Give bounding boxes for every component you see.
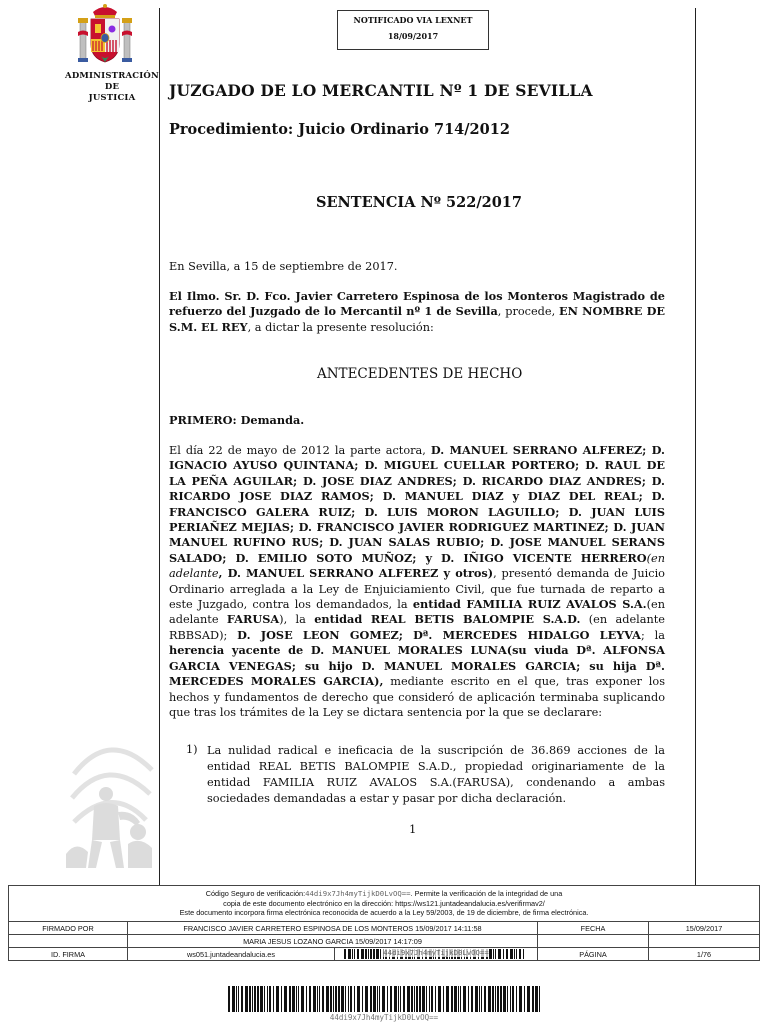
- primero-heading: PRIMERO: Demanda.: [169, 413, 305, 427]
- magistrate-formula: EN NOMBRE DE S.M. EL REY: [169, 304, 665, 334]
- barcode-bar: [362, 986, 363, 1012]
- junta-andalucia-watermark-icon: [62, 736, 158, 872]
- barcode-bar: [414, 986, 415, 1012]
- left-margin-line: [159, 8, 160, 886]
- page-number: 1: [409, 822, 417, 836]
- claim-text-4: (en adelante RBBSAD);: [169, 613, 665, 642]
- defendant-estate: herencia yacente de D. MANUEL MORALES LUNA(su viuda Dª. ALFONSA GARCIA VENEGAS; su hijo D. MANUEL MORALES GARCIA; su hija Dª. MERCEDES MORALES GARCIA),: [169, 643, 665, 689]
- idfirma-barcode-cell: [335, 948, 538, 961]
- defendants-persons: D. JOSE LEON GOMEZ; Dª. MERCEDES HIDALGO LEYVA: [237, 627, 641, 642]
- right-margin-line: [695, 8, 696, 886]
- csv-suffix: . Permite la verificación de la integridad de una: [410, 889, 563, 899]
- barcode-bar: [498, 949, 501, 959]
- barcode-bar: [373, 949, 375, 959]
- court-title: JUZGADO DE LO MERCANTIL Nº 1 DE SEVILLA: [169, 81, 593, 100]
- barcode-bar: [338, 986, 340, 1012]
- barcode-bar: [535, 986, 538, 1012]
- barcode-bar: [289, 986, 291, 1012]
- firmante-1: FRANCISCO JAVIER CARRETERO ESPINOSA DE LOS MONTEROS 15/09/2017 14:11:58: [128, 922, 538, 935]
- barcode-bar: [357, 986, 360, 1012]
- barcode-bar: [361, 949, 364, 959]
- barcode-bar: [488, 986, 491, 1012]
- csv-verify-line: copia de este documento electrónico en la dirección: https://ws121.juntadeandalucia.es/verifirmav2/: [223, 898, 545, 908]
- claim-intro: El día 22 de mayo de 2012 la parte actora,: [169, 444, 431, 457]
- barcode-bar: [376, 949, 379, 959]
- barcode-bar: [454, 986, 457, 1012]
- barcode-bar: [335, 986, 337, 1012]
- barcode-bar: [352, 949, 353, 959]
- barcode-bar: [411, 986, 413, 1012]
- barcode-bar: [481, 986, 482, 1012]
- signature-footer: [8, 885, 760, 961]
- barcode-bar: [497, 986, 499, 1012]
- claim-text-1: , presentó demanda de Juicio Ordinario arreglada a la Ley de Enjuiciamiento Civil, que fue turnada de reparto a este Juzgado, contra los demandados, la: [169, 567, 665, 612]
- barcode-bar: [317, 986, 318, 1012]
- admin-line3: JUSTICIA: [88, 93, 136, 103]
- barcode-bar: [539, 986, 540, 1012]
- barcode-bar: [519, 986, 522, 1012]
- barcode-bar: [365, 986, 368, 1012]
- barcode-bar: [451, 986, 453, 1012]
- pagina-label: PÁGINA: [538, 948, 649, 961]
- barcode-bar: [292, 986, 295, 1012]
- barcode-bar: [471, 986, 473, 1012]
- list-item-text: La nulidad radical e ineficacia de la suscripción de 36.869 acciones de la entidad REAL BETIS BALOMPIE S.A.D., propiedad originariamente de la entidad FAMILIA RUIZ AVALOS S.A.(FARUSA), condenando a ambas sociedades demandadas a estar y pasar por dicha declaración.: [207, 744, 665, 805]
- barcode-bar: [319, 986, 320, 1012]
- barcode-bar: [348, 949, 351, 959]
- procedure-title: Procedimiento: Juicio Ordinario 714/2012: [169, 121, 510, 138]
- barcode-bar: [373, 986, 376, 1012]
- stamp-line1: NOTIFICADO VIA LEXNET: [353, 15, 473, 25]
- barcode-bar: [514, 949, 515, 959]
- barcode-bar: [426, 986, 427, 1012]
- claim-paragraph: [169, 443, 665, 720]
- barcode-bar: [394, 986, 397, 1012]
- idfirma-label: ID. FIRMA: [9, 948, 128, 961]
- fecha-label: FECHA: [538, 922, 649, 935]
- barcode-bar: [326, 986, 329, 1012]
- idfirma-value: ws051.juntadeandalucia.es: [128, 948, 335, 961]
- magistrate-name: El Ilmo. Sr. D. Fco. Javier Carretero Espinosa de los Monteros Magistrado de refuerzo del Juzgado de lo Mercantil nº 1 de Sevilla: [169, 289, 665, 319]
- barcode-bar: [313, 986, 316, 1012]
- barcode-bar: [484, 986, 486, 1012]
- barcode-bar: [341, 986, 344, 1012]
- barcode-bar: [435, 986, 436, 1012]
- barcode-bar: [273, 986, 274, 1012]
- barcode-bar: [416, 986, 418, 1012]
- barcode-bar: [400, 986, 401, 1012]
- barcode-bar: [269, 986, 271, 1012]
- claim-text-6: mediante escrito en el que, tras exponer los hechos y fundamentos de derecho que consideró de aplicación terminaba suplicando que tras los trámites de la Ley se dictara sentencia por la que se declarare:: [169, 675, 665, 719]
- claimants-short: , D. MANUEL SERRANO ALFEREZ y otros): [218, 566, 494, 581]
- barcode-bar: [257, 986, 259, 1012]
- claim-aside: (en adelante: [169, 551, 665, 581]
- barcode-bar: [446, 986, 449, 1012]
- barcode-bar: [241, 986, 243, 1012]
- barcode-bar: [330, 986, 332, 1012]
- barcode-bar: [493, 949, 494, 959]
- barcode-bar: [306, 986, 307, 1012]
- barcode-bar: [524, 986, 525, 1012]
- barcode-bar: [443, 986, 444, 1012]
- barcode-bar: [281, 986, 282, 1012]
- barcode-bar: [380, 949, 381, 959]
- barcode-bar: [322, 986, 324, 1012]
- magistrate-paragraph: [169, 289, 665, 335]
- claim-text-5: ; la: [640, 628, 665, 642]
- barcode-bar: [333, 986, 334, 1012]
- farusa-abbrev: FARUSA: [226, 612, 280, 627]
- barcode-bar: [264, 986, 265, 1012]
- barcode-bar: [284, 986, 287, 1012]
- barcode-bar: [267, 986, 268, 1012]
- barcode-bar: [260, 986, 263, 1012]
- barcode-bar: [458, 986, 459, 1012]
- barcode-bar: [512, 986, 514, 1012]
- barcode-bar: [354, 949, 355, 959]
- barcode-bar: [500, 986, 502, 1012]
- barcode-bar: [419, 986, 421, 1012]
- empty-cell: [9, 935, 128, 948]
- barcode-bar: [438, 986, 441, 1012]
- claim-text-3: ), la: [279, 613, 315, 627]
- barcode-bar: [422, 986, 425, 1012]
- barcode-bar: [519, 949, 521, 959]
- barcode-bar: [357, 949, 359, 959]
- idfirma-code: 44di9x7Jh4myTijkD0LvOQ==: [383, 948, 489, 957]
- admin-line2: DE: [104, 82, 120, 92]
- barcode-bar: [460, 986, 461, 1012]
- barcode-bar: [348, 986, 349, 1012]
- barcode-bar: [301, 986, 304, 1012]
- sentence-title: SENTENCIA Nº 522/2017: [316, 194, 522, 211]
- barcode-bar: [252, 986, 253, 1012]
- barcode-bar: [344, 949, 346, 959]
- barcode-bar: [345, 986, 346, 1012]
- barcode-bar: [309, 986, 311, 1012]
- csv-law-line: Este documento incorpora firma electrónica reconocida de acuerdo a la Ley 59/2003, de 19 de diciembre, de firma electrónica.: [179, 908, 589, 918]
- barcode-bar: [296, 986, 297, 1012]
- barcode-bar: [368, 949, 369, 959]
- barcode-bar: [350, 986, 352, 1012]
- barcode-bar: [403, 986, 405, 1012]
- magistrate-mid: , procede,: [497, 305, 560, 319]
- barcode-bar: [245, 986, 248, 1012]
- barcode-bar: [232, 986, 235, 1012]
- barcode-bar: [468, 986, 469, 1012]
- barcode-bar: [407, 986, 410, 1012]
- barcode-text: 44di9x7Jh4myTijkD0LvOQ==: [329, 1013, 439, 1022]
- barcode-bar: [370, 949, 372, 959]
- csv-row: [9, 886, 760, 922]
- barcode-bar: [431, 986, 433, 1012]
- barcode-bar: [479, 986, 480, 1012]
- magistrate-end: , a dictar la presente resolución:: [247, 320, 434, 334]
- barcode-bar: [516, 986, 517, 1012]
- barcode-bar: [370, 986, 372, 1012]
- barcode-icon: [228, 986, 540, 1012]
- firmado-row-1: [9, 922, 760, 935]
- barcode-bar: [507, 986, 508, 1012]
- barcode-bar: [238, 986, 239, 1012]
- barcode-bar: [489, 949, 492, 959]
- firmante-2: MARIA JESUS LOZANO GARCIA 15/09/2017 14:17:09: [128, 935, 538, 948]
- claimants-list: D. MANUEL SERRANO ALFEREZ; D. IGNACIO AYUSO QUINTANA; D. MIGUEL CUELLAR PORTERO; D. RAUL DE LA PEÑA AGUILAR; D. JOSE DIAZ ANDRES; D. RICARDO DIAZ ANDRES; D. RICARDO JOSE DIAZ RAMOS; D. MANUEL DIAZ y DIAZ DEL REAL; D. FRANCISCO GALERA RUIZ; D. LUIS MORON LAGUILLO; D. JUAN LUIS PERIAÑEZ MEJIAS; D. FRANCISCO JAVIER RODRIGUEZ MARTINEZ; D. JUAN MANUEL RUFINO RUS; D. JUAN SALAS RUBIO; D. JOSE MANUEL SERANS SALADO; D. EMILIO SOTO MUÑOZ; y D. IÑIGO VICENTE HERRERO: [169, 443, 665, 565]
- barcode-bar: [510, 986, 511, 1012]
- list-item-number: 1): [186, 743, 198, 756]
- firmado-row-2: [9, 935, 760, 948]
- date-line: En Sevilla, a 15 de septiembre de 2017.: [169, 260, 398, 273]
- csv-cell: [9, 886, 760, 922]
- empty-cell: [538, 935, 649, 948]
- barcode-bar: [429, 986, 430, 1012]
- administration-label: [60, 71, 164, 104]
- coat-of-arms-icon: [78, 2, 132, 68]
- admin-line1: ADMINISTRACIÓN: [65, 71, 159, 81]
- barcode-bar: [495, 949, 496, 959]
- barcode-bar: [377, 986, 378, 1012]
- barcode-bar: [523, 949, 524, 959]
- barcode-bar: [354, 986, 355, 1012]
- stamp-date: 18/09/2017: [387, 31, 439, 41]
- barcode-bar: [503, 949, 504, 959]
- barcode-bar: [506, 949, 508, 959]
- section-title: ANTECEDENTES DE HECHO: [317, 366, 523, 382]
- pagina-value: 1/76: [649, 948, 760, 961]
- barcode-bar: [527, 986, 530, 1012]
- empty-cell: [649, 935, 760, 948]
- barcode-bar: [398, 986, 399, 1012]
- barcode-bar: [254, 986, 256, 1012]
- idfirma-row: [9, 948, 760, 961]
- barcode-bar: [379, 986, 380, 1012]
- signature-table: [8, 885, 760, 961]
- barcode-bar: [492, 986, 494, 1012]
- barcode-bar: [298, 986, 299, 1012]
- barcode-bar: [495, 986, 496, 1012]
- defendant-betis: entidad REAL BETIS BALOMPIE S.A.D.: [314, 612, 581, 627]
- barcode-bar: [382, 986, 385, 1012]
- barcode-bar: [463, 986, 466, 1012]
- csv-prefix: Código Seguro de verificación:: [205, 889, 306, 899]
- lexnet-stamp: [337, 10, 489, 50]
- barcode-bar: [276, 986, 279, 1012]
- barcode-bar: [532, 986, 534, 1012]
- barcode-bar: [236, 986, 237, 1012]
- barcode-bar: [365, 949, 367, 959]
- barcode-bar: [475, 986, 478, 1012]
- barcode-bar: [228, 986, 230, 1012]
- barcode-bar: [503, 986, 506, 1012]
- barcode-bar: [510, 949, 513, 959]
- defendant-farusa: entidad FAMILIA RUIZ AVALOS S.A.: [412, 597, 647, 612]
- fecha-value: 15/09/2017: [649, 922, 760, 935]
- barcode-bar: [249, 986, 251, 1012]
- barcode-bar: [390, 986, 392, 1012]
- barcode-bar: [516, 949, 517, 959]
- csv-code: 44di9x7Jh4myTijkD0LvOQ==: [305, 889, 411, 899]
- firmado-label: FIRMADO POR: [9, 922, 128, 935]
- barcode-bar: [387, 986, 388, 1012]
- claim-text-2: (en adelante: [169, 598, 665, 627]
